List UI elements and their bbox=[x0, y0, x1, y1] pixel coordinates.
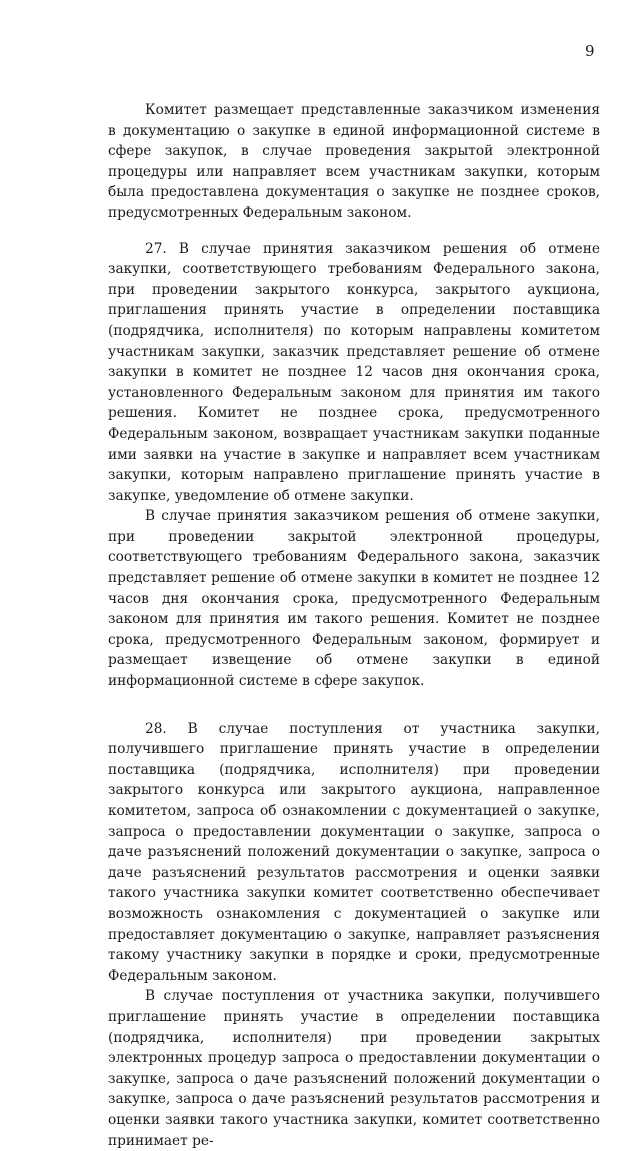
paragraph-28-electronic-request: В случае поступления от участника закупки, получившего приглашение принять участие в определении поставщика (подрядчика, исполнителя) при проведении закрытых электронных процедур запроса о предоставлении документации о закупке, запроса о даче разъяснений положений документации о закупке, запроса о даче разъяснений результатов рассмотрения и оценки заявки такого участника закупки, комитет соответственно принимает ре- bbox=[108, 988, 600, 1149]
paragraph-committee-posts-changes: Комитет размещает представленные заказчиком изменения в документацию о закупке в единой информационной системе в сфере закупок, в случае проведения закрытой электронной процедуры или направляет всем участникам закупки, которым была предоставлена документация о закупке не позднее сроков, предусмотренных Федеральным законом. bbox=[108, 102, 600, 221]
paragraph-28-documentation-request: 28. В случае поступления от участника закупки, получившего приглашение принять участие в определении поставщика (подрядчика, исполнителя) при проведении закрытого конкурса или закрытого аукциона, направленное комитетом, запроса об ознакомлении с документацией о закупке, запроса о предоставлении документации о закупке, запроса о даче разъяснений положений документации о закупке, запроса о даче разъяснений результатов рассмотрения и оценки заявки такого участника закупки комитет соответственно обеспечивает возможность ознакомления с документацией о закупке или предоставляет документацию о закупке, направляет разъяснения такому участнику закупки в порядке и сроки, предусмотренные Федеральным законом. bbox=[108, 720, 600, 984]
body-text bbox=[108, 100, 600, 1151]
paragraph-27-cancellation: 27. В случае принятия заказчиком решения об отмене закупки, соответствующего требованиям Федерального закона, при проведении закрытого конкурса, закрытого аукциона, приглашения принять участие в определении поставщика (подрядчика, исполнителя) по которым направлены комитетом участникам закупки, заказчик представляет решение об отмене закупки в комитет не позднее 12 часов дня окончания срока, установленного Федеральным законом для принятия им такого решения. Комитет не позднее срока, предусмотренного Федеральным законом, возвращает участникам закупки поданные ими заявки на участие в закупке и направляет всем участникам закупки, которым направлено приглашение принять участие в закупке, уведомление об отмене закупки. bbox=[108, 240, 600, 504]
page-number: 9 bbox=[585, 42, 595, 60]
paragraph-27-electronic-cancellation: В случае принятия заказчиком решения об отмене закупки, при проведении закрытой электронной процедуры, соответствующего требованиям Федерального закона, заказчик представляет решение об отмене закупки в комитет не позднее 12 часов дня окончания срока, предусмотренного Федеральным законом для принятия им такого решения. Комитет не позднее срока, предусмотренного Федеральным законом, формирует и размещает извещение об отмене закупки в единой информационной системе в сфере закупок. bbox=[108, 508, 600, 690]
